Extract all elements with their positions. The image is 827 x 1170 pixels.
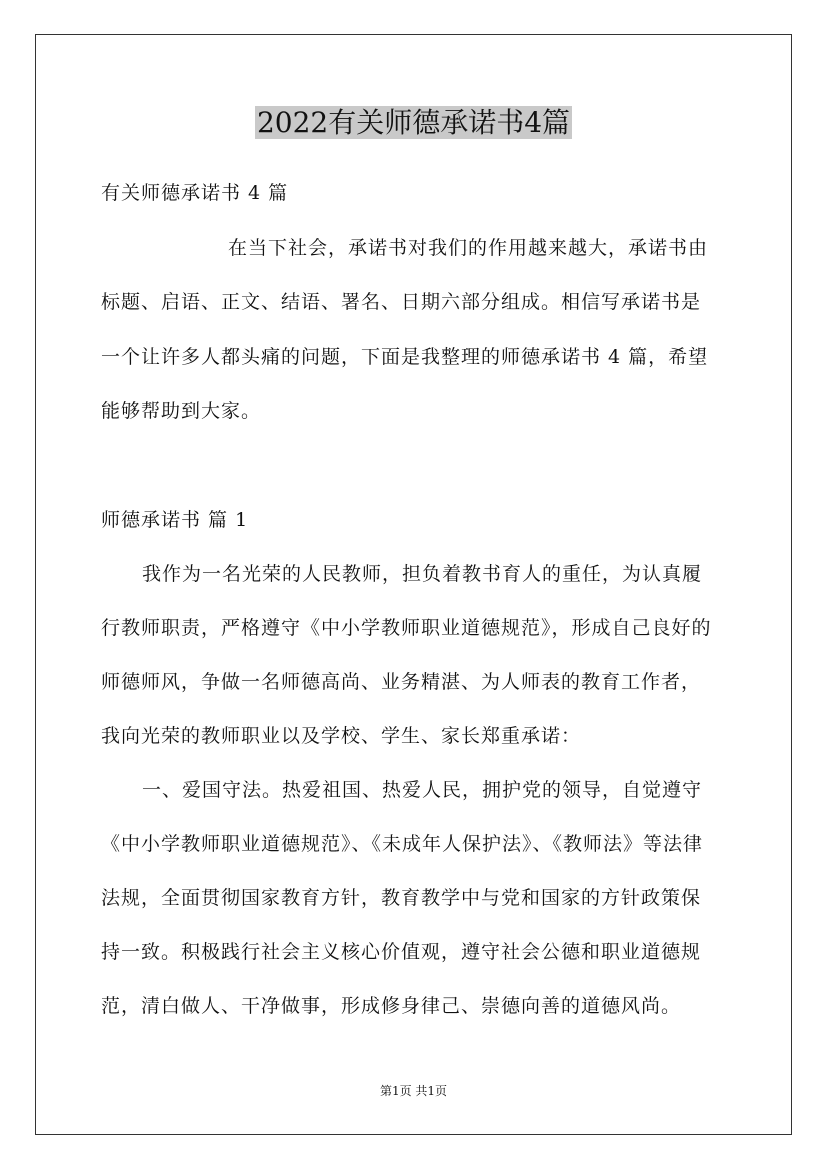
body-line-2: 行教师职责，严格遵守《中小学教师职业道德规范》，形成自己良好的 bbox=[101, 617, 712, 639]
body-line-7: 法规，全面贯彻国家教育方针，教育教学中与党和国家的方针政策保 bbox=[101, 887, 702, 909]
subtitle-line: 有关师德承诺书 4 篇 bbox=[101, 182, 289, 204]
page-number-footer: 第1页 共1页 bbox=[379, 1084, 448, 1098]
body-line-4: 我向光荣的教师职业以及学校、学生、家长郑重承诺： bbox=[101, 725, 582, 747]
section-heading: 师德承诺书 篇 1 bbox=[101, 509, 249, 531]
body-line-5: 一、爱国守法。热爱祖国、热爱人民，拥护党的领导，自觉遵守 bbox=[142, 779, 703, 801]
document-title: 2022有关师德承诺书4篇 bbox=[256, 106, 571, 139]
body-line-3: 师德师风，争做一名师德高尚、业务精湛、为人师表的教育工作者， bbox=[101, 671, 702, 693]
body-line-6: 《中小学教师职业道德规范》、《未成年人保护法》、《教师法》等法律 bbox=[101, 833, 704, 855]
body-line-8: 持一致。积极践行社会主义核心价值观，遵守社会公德和职业道德规 bbox=[101, 941, 702, 963]
intro-line-1: 在当下社会，承诺书对我们的作用越来越大，承诺书由 bbox=[228, 237, 709, 259]
intro-line-3: 一个让许多人都头痛的问题，下面是我整理的师德承诺书 4 篇，希望 bbox=[101, 346, 709, 368]
intro-line-2: 标题、启语、正文、结语、署名、日期六部分组成。相信写承诺书是 bbox=[101, 291, 702, 313]
body-line-9: 范，清白做人、干净做事，形成修身律己、崇德向善的道德风尚。 bbox=[101, 995, 682, 1017]
body-line-1: 我作为一名光荣的人民教师，担负着教书育人的重任，为认真履 bbox=[142, 563, 703, 585]
intro-line-4: 能够帮助到大家。 bbox=[101, 400, 262, 422]
